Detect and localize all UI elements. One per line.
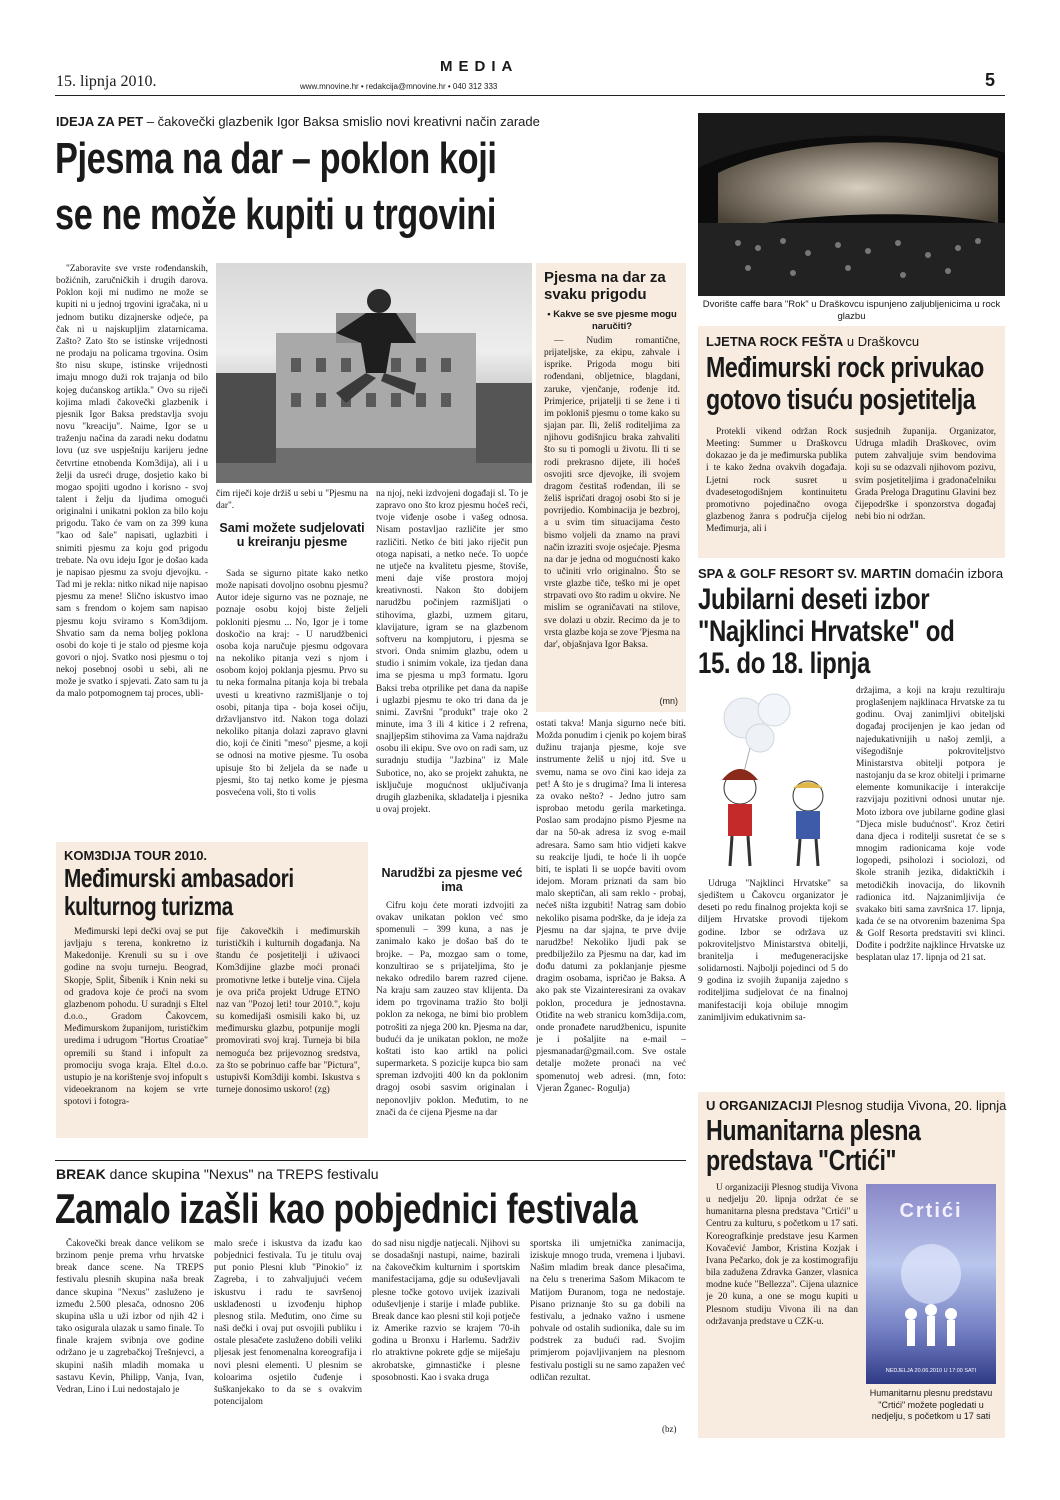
break-kicker: BREAK dance skupina "Nexus" na TREPS festivalu — [56, 1166, 379, 1182]
crtici-poster — [866, 1184, 996, 1384]
header-rule — [55, 95, 1005, 96]
klinci-title-line2: "Najklinci Hrvatske" od — [698, 615, 955, 648]
kom3dija-title-line2: kulturnog turizma — [64, 891, 233, 921]
crtici-body: U organizaciji Plesnog studija Vivona u nedjelju 20. lipnja održat će se humanitarna plesna predstava "Crtići" u Centru za kulturu, s početkom u 17 sati. Koreografkinje predstave jesu Karmen Kovačević Jambor, Kristina Kozjak i Ivana Pečarko, dok je za kostimografiju bila zadužena Zdravka Ganzer, vlasnica modne kuće "Bellezza". Cijena ulaznice je 20 kuna, a one se mogu kupiti u Plesnom studiju Vivona ili na dan održavanja predstave u CZK-u. — [706, 1183, 858, 1327]
main-col3: na njoj, neki izdvojeni događaji sl. To je zapravo ono što kroz pjesmu hoćeš reći, tvoje viđenje osobe i vašeg odnosa. Nisam postavljao različite jer smo različiti. Netko će biti jako riječit pun otoga napisati, a netko neće. To uopće ne utječe na kvalitetu pjesme, štoviše, meni daje više prostora mojoj kreativnosti. Nakon što dobijem narudžbu počinjem razmišljati o stihovima, glazbi, uzmem gitaru, klavijature, igram se na glazbenom softveru na kompjutoru, i pjesma se stvori. Onda snimim glazbu, odem u studio i snimim vokale, iza tjedan dana ima se pjesma u mp3 formatu. Igoru Baksi treba otprilike pet dana da napiše i uglazbi pjesmu te oko tri dana da je snimi. Završni "produkt" traje oko 2 minute, ima 3 ili 4 kitice i 2 refrena, snajljepšim stihovima za Vama najdražu osobu ili ekipu. Sve ovo on radi sam, uz suradnju studija "Jazbina" iz Male Subotice, no, ako se projekt zahukta, ne isključuje mogućnost uključivanja drugih glazbenika, skladatelja i pjesnika u ovaj projekt. — [376, 489, 528, 816]
main-kicker: IDEJA ZA PET – čakovečki glazbenik Igor Baksa smislio novi kreativni način zarade — [56, 114, 540, 129]
break-rule — [55, 1160, 686, 1161]
main-subhead-2: Narudžbi za pjesme već ima — [381, 866, 523, 894]
crtici-title-line1: Humanitarna plesna — [706, 1115, 921, 1147]
crtici-title-line2: predstava "Crtići" — [706, 1145, 897, 1177]
rock-title-line2: gotovo tisuću posjetitelja — [706, 384, 976, 416]
klinci-title-line3: 15. do 18. lipnja — [698, 647, 870, 680]
crtici-caption: Humanitarnu plesnu predstavu "Crtići" možete pogledati u nedjelju, s početkom u 17 sati — [869, 1388, 993, 1421]
klinci-title-line1: Jubilarni deseti izbor — [698, 583, 930, 616]
break-col1: Čakovečki break dance velikom se brzinom penje prema vrhu hrvatske break dance scene. Na TREPS festivalu plesnih skupina naša break dance skupina "Nexus" zasluženo je između 2.500 plesača, odnosno 206 skupina ušla u uži izbor od njih 42 i tako osigurala ulazak u samo finale. To finale krajem svibnja ove godine održano je u zagrebačkoj Trešnjevci, a skupini naših mladih momaka u sastavu Kevin, Philipp, Vanja, Ivan, Vedran, Lino i Lui nedostajalo je — [56, 1239, 204, 1395]
box-crtici — [698, 1092, 1005, 1438]
main-col4: ostati takva! Manja sigurno neće biti. Možda ponudim i cjenik po kojem biraš dužinu trajanja pjesme, koje sve instrumente želiš u njoj itd. Sve u svemu, nama se ovo čini kao ideja za pet! A što je s drugima? Ima li interesa za ovako nešto? - Jedno jutro sam isprobao metodu gerila marketinga. Poslao sam prodajno pismo Pjesme na dar na 50-ak adresa iz svog e-mail adresara. Samo sam htio vidjeti kakve su reakcije ljudi, te hoće li ih uopće biti, te isplati li se uopće baviti ovom idejom. Moram priznati da sam bio malo skeptičan, ali sam reklo - probaj, nećeš ništa izgubiti! Natrag sam dobio nekoliko pisama podrške, da je ideja za Pjesmu na dar sjajna, te prve dvije narudžbe! Nekoliko ljudi pak se predbilježilo za Pjesmu na dar, kad im dođu datumi za poklanjanje pjesme dragim osobama, ispričao je Baksa. A ako pak ste Vizainteresirani za ovakav poklon, procedura je jednostavna. Otiđite na web stranicu kom3dija.com, onde pronađete narudžbenicu, ispunite je i pošaljite na e-mail – pjesmanadar@gmail.com. Sve ostale detalje možete pronaći na već spomenutoj web adresi. (mn, foto: Vjeran Žganec- Rogulja) — [536, 719, 686, 1094]
box-prigoda-question: • Kakve se sve pjesme mogu naručiti? — [547, 309, 677, 332]
rock-photo-caption: Dvorište caffe bara "Rok" u Draškovcu ispunjeno zaljubljenicima u rock glazbu — [702, 299, 1001, 322]
break-col3: do sad nisu nigdje natjecali. Njihovi su se dosadašnji nastupi, naime, bazirali na čakovečkim kulturnim i sportskim manifestacijama, gdje su oduševljavali plesne točke gotovo uvijek izazivali oduševljenje i starije i mlađe publike. Break dance kao plesni stil koji potječe iz Amerike razvio se krajem '70-ih godina u Bronxu i Harlemu. Sadrživ rlo atraktivne pokrete gdje se miješaju akrobatske, gimnastičke i plesne sposobnosti. Kao i svaka druga — [372, 1239, 520, 1383]
box-prigoda-body: — Nudim romantične, prijateljske, za ekipu, zahvale i isprike. Prigoda mogu biti rođendani, obljetnice, blagdani, zaruke, vjenčanje, rođenje itd. Primjerice, prijatelji ti se žene i ti im pokloniš pjesmu o tome kako su sjajan par. Ili, želiš roditeljima za njihovu godišnjicu braka zahvaliti što su ti pomogli u životu. Ili ti se rodi prekrasno dijete, ili hoćeš osvojiti srce djevojke, ili svojem dragom čestitaš rođendan, ili se želiš ispričati dragoj osobi što si je povrijedio. Kombinacija je bezbroj, a u svim tim situacijama često bismo voljeli da znamo na pravi način izraziti svoje osjećaje. Pjesma na dar je jedna od mogućnosti kako to učiniti vrlo originalno. Što se vrste glazbe tiče, teško mi je opet strpavati ovo što radim u okvire. Ne mislim se ograničavati na stilove, sve dolazi u obzir. Recimo da je to vrsta glazbe koja se zove 'Pjesma na dar', objašnjava Igor Baksa. — [544, 336, 680, 650]
main-title-line1: Pjesma na dar – poklon koji — [55, 134, 497, 183]
box-prigoda-title: Pjesma na dar za svaku prigodu — [544, 269, 666, 303]
break-col2: malo sreće i iskustva da izađu kao pobjednici festivala. Tu je titulu ovaj put ponio Plesni klub "Pinokio" iz Zagreba, i to zahvaljujući većem iskustvu i radu te savršenoj usklađenosti u izvođenju hiphop plesnog stila. Međutim, ono čime su naši dečki i ovaj put osvojili publiku i ostale plesačete zasluženo dobili veliki pljesak jest fenomenalna koreografija i novi plesni elementi. U plesnim se koloarima osjetilo čuđenje i šuškanjekako to da se s ovakvim potencijalom — [214, 1239, 362, 1408]
rock-col1: Protekli vikend održan Rock Meeting: Summer u Draškovcu dokazao je da je međimurska publika i te kako žedna ovakvih događaja. Ljetni rock susret u dvadesetogodišnjem kontinuitetu promotivno pojedinačno ovoga glazbenog žanra s područja cijelog Međimurja, ali i — [706, 427, 847, 535]
box-rock — [698, 326, 1005, 558]
box-prigoda-sig: (mn) — [659, 696, 678, 706]
crtici-poster-title: Crtići — [899, 1200, 963, 1222]
break-sig: (bz) — [662, 1424, 677, 1434]
klinci-col-right: držajima, a koji na kraju rezultiraju proglašenjem najklinaca Hrvatske za tu godinu. Ovaj zanimljivi obiteljski događaj procijenjen je kao jedan od najedukativnijih u našoj zemlji, a višegodišnje pokroviteljstvo Ministarstva obitelji potpora je nastojanju da se kroz obitelji i primarne elemente komunikacije i interakcije razvijaju pozitivni odnosi unutar nje. Moto izbora ove jubilarne godine glasi "Djeca misle budućnost". Kroz četiri dana djeca i roditelji susretat će se s mnogim radionicama koje vode logopedi, psiholozi i sociolozi, od škole stranih jezika, didaktičkih i metodičkih inovacija, do likovnih radionica itd. Najzanimljivija će svakako biti sama završnica 17. lipnja, kada će se na otvorenim bazenima Spa & Golf Resorta predstaviti svi klinci. Dođite i podržite najklince Hrvatske uz besplatan ulaz 17. lipnja od 21 sat. — [856, 686, 1005, 964]
main-col2-body: Sada se sigurno pitate kako netko može napisati dovoljno osobnu pjesmu? Autor ideje sigurno vas ne poznaje, ne poznaje osobu kojoj biste željeli pokloniti pjesmu ... No, Igor je i tome doskočio na kraj: - U narudžbenici osoba koja naručuje pjesmu odgovara na nekoliko pitanja vezi s njom i osobom kojoj poklanja pjesmu. Prvo su tu neka formalna pitanja koja bi trebala uvesti u kreativno razmišljanje o toj osobi, pitanja tipa - boja kosei očiju, državljanstvo itd. Nakon toga dolazi nekoliko pitanja dolazi zapravo glavni dio, koji će činiti "meso" pjesme, a koji se odnosi na motive pjesme. Tu osoba upisuje što bi željela da se nađe u pjesmi, što taj netko kome je pjesma posvećena voli, što ti volis — [216, 569, 368, 798]
kom3dija-title-line1: Međimurski ambasadori — [64, 863, 294, 893]
rock-title-line1: Međimurski rock privukao — [706, 352, 984, 384]
kom3dija-col2: fije čakovečkih i međimurskih turističkih i kulturnih događanja. Na štandu će posjetitelji i uživaoci Kom3dijine glazbe moći pronaći promotivne letke i butelje vina. Cijela je ova priča projekt Udruge ETNO naz van "Pozoj leti! tour 2010.", koju su komedijaši osmisili kako bi, uz međimursku glazbu, potpunije mogli promovirati svoj kraj. Turneja bi bila nemoguća bez prijevoznog sredstva, za što se pobrinuo caffe bar "Pictura", ustupivši Kom3diji kombi. Iskustva s turneje donosimo uskoro! (zg) — [216, 927, 360, 1096]
media-logo: MEDIA — [440, 58, 519, 75]
crtici-kicker: U ORGANIZACIJI Plesnog studija Vivona, 20. lipnja — [706, 1098, 1007, 1113]
box-svaka-prigoda — [536, 263, 686, 712]
box-kom3dija — [56, 842, 368, 1138]
break-title: Zamalo izašli kao pobjednici festivala — [55, 1185, 638, 1232]
break-col4: sportska ili umjetnička zanimacija, iziskuje mnogo truda, vremena i ljubavi. Našim mladim break dance plesačima, na čelu s trenerima Sašom Mikacom te Matijom Đuranom, toga ne nedostaje. Pisano priznanje što su ga dobili na festivalu, a jednako važno i usmene pohvale od ostalih sudionika, dale su im podstrek za budući rad. Svojim primjerom pojavljivanjem na plesnom festivalu postigli su ne samo zapažen već odličan rezultat. — [530, 1239, 685, 1383]
najklinci-illustration — [700, 688, 850, 878]
issue-date: 15. lipnja 2010. — [56, 73, 157, 90]
rock-kicker: LJETNA ROCK FEŠTA u Draškovcu — [706, 334, 920, 349]
main-title-line2: se ne može kupiti u trgovini — [55, 190, 497, 239]
contact-line: www.mnovine.hr • redakcija@mnovine.hr • 040 312 333 — [300, 82, 498, 91]
crtici-poster-date: NEDJELJA 20.06.2010 U 17:00 SATI — [885, 1368, 977, 1374]
rock-concert-photo — [698, 113, 1005, 296]
klinci-col-left: Udruga "Najklinci Hrvatske" sa sjedištem u Čakovcu organizator je deseti po redu finalnog projekta koji se diljem Hrvatske provodi tijekom godine. Izbor se održava uz pokroviteljstvo Ministarstva obitelji, branitelja i međugeneracijske solidarnosti. Najbolji pojedinci od 5 do 9 godina iz svojih županija zajedno s roditeljima sudjelovat će na finalnoj manifestaciji koja obiluje mnogim zanimljivim edukativnim sa- — [698, 879, 848, 1023]
main-subhead-1: Sami možete sudjelovati u kreiranju pjesme — [219, 521, 365, 549]
main-col2-top: čim riječi koje držiš u sebi u "Pjesmu na dar". — [216, 489, 368, 512]
main-col3-body2: Cifru koju ćete morati izdvojiti za ovakav unikatan poklon već smo spomenuli – 399 kuna, a nas je zanimalo kako je došao baš do te brojke. – Pa, mozgao sam o tome, konzultirao se s prijateljima, što je nekako odredilo barem razred cijene. Na kraju sam zauzeo stav klijenta. Da idem po trgovinama tražio što bolji poklon za nekoga, ne bimi bio problem potrošiti za njega 200 kn. Pjesma na dar, budući da je unikatan poklon, ne može koštati isto kao artikl na polici supermarketa. S pozicije kupca bio sam spreman izdvojiti 400 kn da poklonim dragoj osobi sasvim originalan i neponovljiv poklon. Međutim, to ne znači da će cijena Pjesme na dar — [376, 901, 528, 1118]
kom3dija-kicker: KOM3DIJA TOUR 2010. — [64, 848, 208, 863]
main-col1: "Zaboravite sve vrste rođendanskih, božićnih, zaručničkih i drugih darova. Poklon koji mi nudimo ne može se kupiti ni u jednoj trgovini igračaka, ni u jednom butiku dizajnerske odjeće, pa čak ni u najskupljim zlatarnicama. Zašto? Zato što se istinske vrijednosti ne prodaju na policama trgovina. Osim što nisu skupe, istinske vrijednosti imaju mnogo duži rok trajanja od bilo kojeg dućanskog artikla." Ovo su riječi kojima mladi čakovečki glazbenik i pjesnik Igor Baksa predstavlja svoju novu "kreaciju". Naime, Igor se u traženju načina da zaradi neku dodatnu lovu (uz sve uspješniju karijeru jedne četvrtine etnobenda Kom3dija), ali i u želji da usreći druge, dosjetio kako bi mogao spojiti ugodno i korisno - svoj talent i želju da ljudima omogući originalni i unikatni poklon za bilo koju prigodu. Tako će vam on za 399 kuna "kao od šale" napisati, uglazbiti i snimiti pjesmu za koju god prigodu trebate. Na ovu ideju Igor je došao kada je napisao pjesmu za svoju djevojku. - Tad mi je rekla: nitko nikad nije napisao pjesmu za mene! Slično iskustvo imao sam s frendom o kojem sam napisao pjesmu koju sviramo s Kom3dijom. Shvatio sam da nema boljeg poklona osobi do koje ti je stalo od pjesme koja govori o njoj. Svatko nosi pjesmu o toj nekoj posebnoj osobi u sebi, ali ne može je svatko i spjevati. Zato sam tu ja da malo potpomognem taj proces, ubli- — [56, 264, 208, 700]
kom3dija-col1: Međimurski lepi dečki ovaj se put javljaju s terena, konkretno iz Makedonije. Krenuli su su i ove godine na svoju turneju. Beograd, Skopje, Split, Šibenik i Knin neki su od gradova koje će proći na svom glazbenom pohodu. U suradnji s Eltel d.o.o., Gradom Čakovcem, Međimurskom županijom, turističkim uredima i udrugom "Hortus Croatiae" opremili su štand i infopult za promociju svoga kraja. Eltel d.o.o. ustupio je na korištenje svoj infopult s videoekranom na kojem se vrte spotovi i fotogra- — [64, 927, 208, 1108]
klinci-kicker: SPA & GOLF RESORT SV. MARTIN domaćin izbora — [698, 566, 1004, 581]
rock-col2: susjednih županija. Organizator, Udruga mladih Draškovec, ovim putem zahvaljuje svim bendovima koji su se odazvali njihovom pozivu, svim posjetiteljima i gradonačelniku Grada Preloga Dragutinu Glavini bez čijepodrške i sponzorstva događaj nebi bio ni održan. — [855, 427, 996, 523]
page-number: 5 — [985, 70, 996, 90]
igor-baksa-photo — [216, 263, 532, 483]
